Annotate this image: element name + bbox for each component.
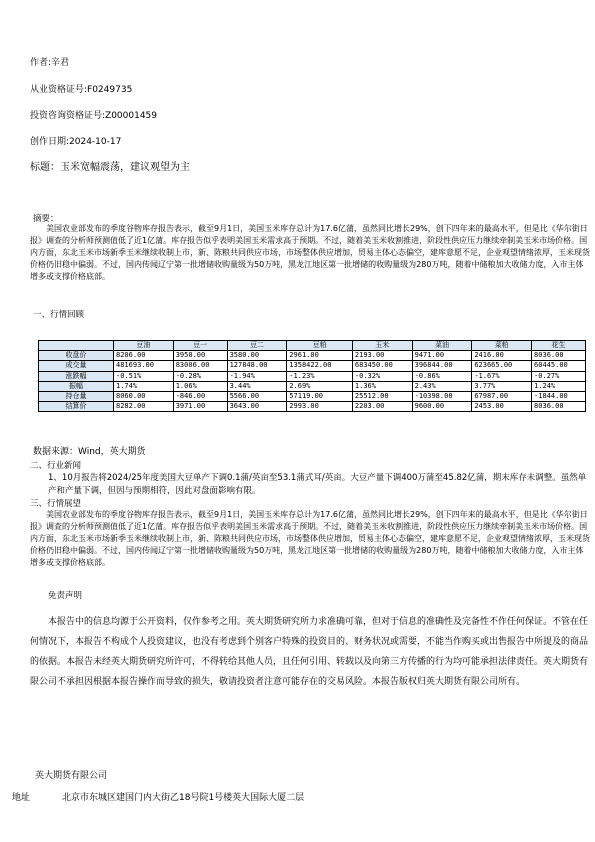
table-cell: 1.24% (532, 381, 586, 391)
table-cell: -10398.00 (412, 391, 472, 401)
disclaimer-heading: 免责声明 (48, 591, 83, 601)
table-cell: 623665.00 (472, 361, 532, 371)
table-cell: -1.67% (472, 371, 532, 381)
section3-body: 美国农业部发布的季度谷物库存报告表示，截至9月1日，美国玉米库存总计为17.6亿蒲，虽然同比增长29%，创下四年来的最高水平，但是比《华尔街日报》调查的分析师预测值低了近1亿蒲。库存报告似乎表明美国玉米需求高于预期。不过，随着美玉米收割推进，阶段性供应压力继续牵制美玉米市场价格。国内方面，东北玉米市场新季玉米继续收制上市，新、陈粮共同供应市场，市场整体供应增加，贸易主体心态偏空，建库意愿不足，企业观望情绪浓厚，玉米现货价格仍旧稳中偏弱。不过，国内传闻辽宁第一批增储收购量级为50万吨，黑龙江地区第一批增储的收购量级为280万吨，随着中储粮加大收储力度，入市主体增多或支撑价格底部。 (30, 510, 590, 567)
table-cell: 8060.00 (114, 391, 174, 401)
table-header-cell: 豆二 (227, 341, 287, 351)
table-cell: 2453.00 (472, 402, 532, 412)
table-cell: 2.43% (412, 381, 472, 391)
table-cell: 3580.00 (227, 351, 287, 361)
table-header-row (39, 341, 586, 351)
table-cell: -846.00 (173, 391, 227, 401)
table-header-cell: 花生 (532, 341, 586, 351)
table-row (39, 402, 586, 412)
table-cell: 3950.00 (173, 351, 227, 361)
table-cell: 8206.00 (114, 351, 174, 361)
section2-heading: 二、行业新闻 (30, 461, 82, 471)
footer-company: 英大期货有限公司 (35, 771, 108, 781)
table-cell: -0.32% (352, 371, 412, 381)
table-header-cell: 豆粕 (287, 341, 353, 351)
table-cell: -0.51% (114, 371, 174, 381)
report-title: 标题：玉米宽幅震荡，建议观望为主 (30, 162, 190, 173)
table-header-cell: 菜油 (412, 341, 472, 351)
table-header-cell: 豆一 (173, 341, 227, 351)
table-cell: 5566.00 (227, 391, 287, 401)
table-cell: 67987.00 (472, 391, 532, 401)
table-cell: 8282.00 (114, 402, 174, 412)
consult-license-line: 投资咨询资格证号:Z00001459 (30, 111, 158, 121)
table-cell: 127848.00 (227, 361, 287, 371)
table-cell: -0.27% (532, 371, 586, 381)
table-cell: 8036.00 (532, 351, 586, 361)
table-cell: -1844.00 (532, 391, 586, 401)
table-cell: 683450.00 (352, 361, 412, 371)
author-line: 作者:辛君 (30, 58, 70, 68)
table-cell: 2203.00 (352, 402, 412, 412)
table-cell: 3.44% (227, 381, 287, 391)
table-cell: 2.69% (287, 381, 353, 391)
market-table (38, 340, 586, 412)
table-cell: -0.86% (412, 371, 472, 381)
table-cell: 481693.00 (114, 361, 174, 371)
table-row (39, 391, 586, 401)
row-label-cell: 结算价 (39, 402, 114, 412)
row-label-cell: 收盘价 (39, 351, 114, 361)
table-cell: -0.28% (173, 371, 227, 381)
disclaimer-body: 本报告中的信息均源于公开资料，仅作参考之用。英大期货研究所力求准确可靠，但对于信息的准确性及完备性不作任何保证。不管在任何情况下，本报告不构成个人投资建议，也没有考虑到个别客户特殊的投资目的、财务状况或需要，不能当作购买或出售报告中所提及的商品的依据。本报告未经英大期货研究所许可，不得转给其他人员，且任何引用、转载以及向第三方传播的行为均可能承担法律责任。英大期货有限公司不承担因根据本报告操作而导致的损失，敬请投资者注意可能存在的交易风险。本报告版权归英大期货有限公司所有。 (30, 617, 589, 687)
summary-heading: 摘要： (33, 214, 59, 224)
table-cell: -1.23% (287, 371, 353, 381)
table-cell: 2961.00 (287, 351, 353, 361)
table-cell: 9600.00 (412, 402, 472, 412)
section2-body: 1、10月报告将2024/25年度美国大豆单产下调0.1蒲/英亩至53.1蒲式耳/英亩。大豆产量下调400万蒲至45.82亿蒲，期末库存未调整。虽然单产和产量下调，但因与预期相符，因此对盘面影响有限。 (48, 473, 587, 496)
table-cell: 1.06% (173, 381, 227, 391)
row-label-cell: 持仓量 (39, 391, 114, 401)
table-row (39, 371, 586, 381)
table-header-cell: 豆油 (114, 341, 174, 351)
table-header-cell: 玉米 (352, 341, 412, 351)
table-cell: 60445.00 (532, 361, 586, 371)
section3-heading: 三、行情展望 (30, 499, 82, 509)
table-cell: 25512.00 (352, 391, 412, 401)
table-cell: 2416.00 (472, 351, 532, 361)
table-header-cell: 菜粕 (472, 341, 532, 351)
table-cell: -1.94% (227, 371, 287, 381)
footer-address: 北京市东城区建国门内大街乙18号院1号楼英大国际大厦二层 (62, 793, 305, 803)
footer-address-label: 地址 (12, 793, 31, 803)
table-cell: 1.74% (114, 381, 174, 391)
table-cell: 3643.00 (227, 402, 287, 412)
table-cell: 8036.00 (532, 402, 586, 412)
row-label-cell: 涨跌幅 (39, 371, 114, 381)
table-cell: 83006.00 (173, 361, 227, 371)
table-cell: 1358422.00 (287, 361, 353, 371)
table-cell: 396844.00 (412, 361, 472, 371)
table-row (39, 361, 586, 371)
section1-heading: 一、行情回顾 (33, 310, 85, 320)
table-row (39, 351, 586, 361)
summary-body: 美国农业部发布的季度谷物库存报告表示，截至9月1日，美国玉米库存总计为17.6亿蒲，虽然同比增长29%，创下四年来的最高水平，但是比《华尔街日报》调查的分析师预测值低了近1亿蒲。库存报告似乎表明美国玉米需求高于预期。不过，随着美玉米收割推进，阶段性供应压力继续牵制美玉米市场价格。国内方面，东北玉米市场新季玉米继续收制上市，新、陈粮共同供应市场，市场整体供应增加，贸易主体心态偏空，建库意愿不足，企业观望情绪浓厚，玉米现货价格仍旧稳中偏弱。不过，国内传闻辽宁第一批增储收购量级为50万吨，黑龙江地区第一批增储的收购量级为280万吨，随着中储粮加大收储力度，入市主体增多或支撑价格底部。 (30, 224, 590, 281)
row-label-cell: 振幅 (39, 381, 114, 391)
table-cell: 1.36% (352, 381, 412, 391)
table-cell: 3.77% (472, 381, 532, 391)
row-label-cell: 成交量 (39, 361, 114, 371)
license-line: 从业资格证号:F0249735 (30, 85, 133, 95)
data-source: 数据来源：Wind，英大期货 (33, 447, 146, 457)
table-row (39, 381, 586, 391)
table-cell: 9471.00 (412, 351, 472, 361)
table-header-cell (39, 341, 114, 351)
table-cell: 57119.00 (287, 391, 353, 401)
table-cell: 2193.00 (352, 351, 412, 361)
date-line: 创作日期:2024-10-17 (30, 137, 122, 147)
table-cell: 3971.00 (173, 402, 227, 412)
table-cell: 2993.00 (287, 402, 353, 412)
